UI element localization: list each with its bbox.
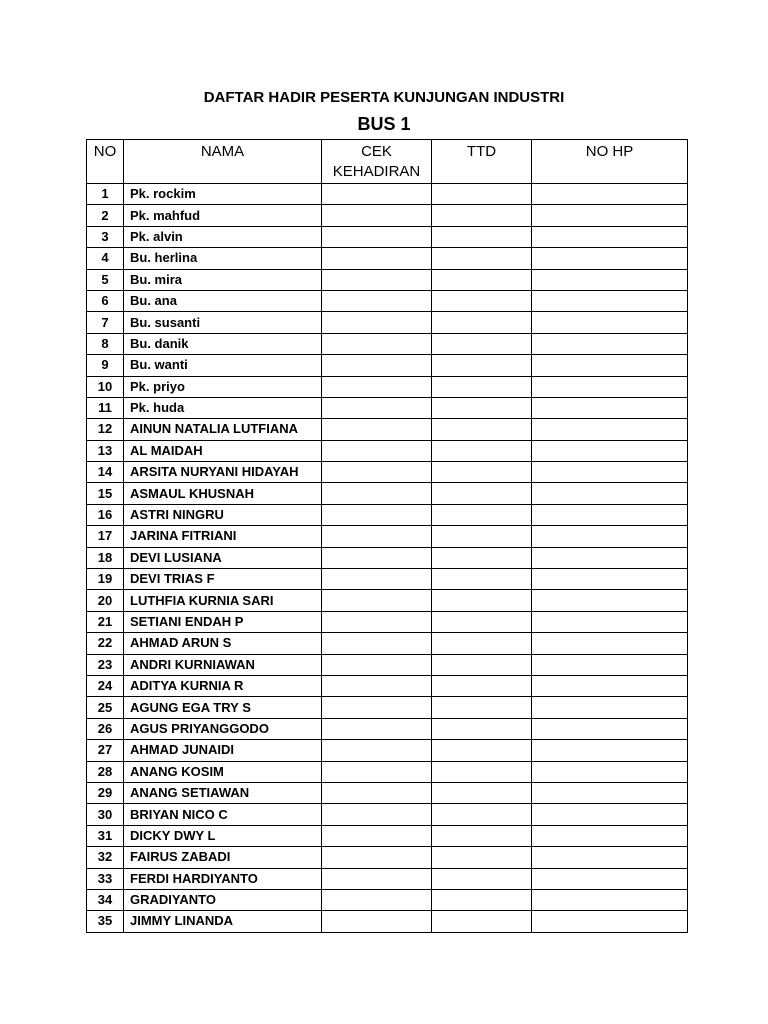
row-number: 13 <box>87 440 124 461</box>
participant-name: DEVI TRIAS F <box>124 569 322 590</box>
table-row <box>87 782 688 803</box>
header-cek-kehadiran <box>322 140 432 184</box>
table-row <box>87 889 688 910</box>
no-hp-cell <box>532 825 688 846</box>
participant-name: AGUNG EGA TRY S <box>124 697 322 718</box>
ttd-cell <box>432 697 532 718</box>
row-number: 6 <box>87 290 124 311</box>
row-number: 19 <box>87 569 124 590</box>
participant-name: Pk. huda <box>124 397 322 418</box>
header-cek-line2: KEHADIRAN <box>332 163 421 180</box>
cek-kehadiran-cell <box>322 633 432 654</box>
participant-name: AGUS PRIYANGGODO <box>124 718 322 739</box>
cek-kehadiran-cell <box>322 569 432 590</box>
cek-kehadiran-cell <box>322 868 432 889</box>
no-hp-cell <box>532 761 688 782</box>
table-row <box>87 761 688 782</box>
ttd-cell <box>432 782 532 803</box>
table-row <box>87 718 688 739</box>
cek-kehadiran-cell <box>322 804 432 825</box>
header-no-hp: NO HP <box>532 140 688 184</box>
ttd-cell <box>432 440 532 461</box>
ttd-cell <box>432 355 532 376</box>
no-hp-cell <box>532 569 688 590</box>
ttd-cell <box>432 761 532 782</box>
table-row <box>87 419 688 440</box>
no-hp-cell <box>532 184 688 205</box>
table-row <box>87 397 688 418</box>
no-hp-cell <box>532 718 688 739</box>
table-row <box>87 633 688 654</box>
ttd-cell <box>432 911 532 932</box>
cek-kehadiran-cell <box>322 205 432 226</box>
no-hp-cell <box>532 440 688 461</box>
cek-kehadiran-cell <box>322 184 432 205</box>
ttd-cell <box>432 611 532 632</box>
participant-name: ARSITA NURYANI HIDAYAH <box>124 462 322 483</box>
row-number: 9 <box>87 355 124 376</box>
row-number: 26 <box>87 718 124 739</box>
table-row <box>87 697 688 718</box>
cek-kehadiran-cell <box>322 419 432 440</box>
no-hp-cell <box>532 397 688 418</box>
header-nama: NAMA <box>124 140 322 184</box>
row-number: 20 <box>87 590 124 611</box>
table-row <box>87 590 688 611</box>
no-hp-cell <box>532 697 688 718</box>
table-row <box>87 911 688 932</box>
no-hp-cell <box>532 611 688 632</box>
table-row <box>87 462 688 483</box>
cek-kehadiran-cell <box>322 290 432 311</box>
participant-name: DEVI LUSIANA <box>124 547 322 568</box>
no-hp-cell <box>532 290 688 311</box>
cek-kehadiran-cell <box>322 761 432 782</box>
cek-kehadiran-cell <box>322 312 432 333</box>
no-hp-cell <box>532 419 688 440</box>
cek-kehadiran-cell <box>322 547 432 568</box>
table-row <box>87 226 688 247</box>
table-row <box>87 547 688 568</box>
table-row <box>87 440 688 461</box>
row-number: 32 <box>87 847 124 868</box>
row-number: 30 <box>87 804 124 825</box>
no-hp-cell <box>532 462 688 483</box>
no-hp-cell <box>532 269 688 290</box>
ttd-cell <box>432 397 532 418</box>
participant-name: FERDI HARDIYANTO <box>124 868 322 889</box>
ttd-cell <box>432 633 532 654</box>
participant-name: Bu. herlina <box>124 248 322 269</box>
cek-kehadiran-cell <box>322 889 432 910</box>
table-header-row <box>87 140 688 184</box>
header-cek-line1: CEK <box>361 143 392 160</box>
ttd-cell <box>432 825 532 846</box>
participant-name: Bu. ana <box>124 290 322 311</box>
participant-name: Pk. alvin <box>124 226 322 247</box>
cek-kehadiran-cell <box>322 611 432 632</box>
table-body <box>87 184 688 933</box>
table-row <box>87 333 688 354</box>
ttd-cell <box>432 675 532 696</box>
table-row <box>87 526 688 547</box>
cek-kehadiran-cell <box>322 355 432 376</box>
document-title: DAFTAR HADIR PESERTA KUNJUNGAN INDUSTRI <box>203 89 565 106</box>
no-hp-cell <box>532 547 688 568</box>
row-number: 14 <box>87 462 124 483</box>
participant-name: GRADIYANTO <box>124 889 322 910</box>
ttd-cell <box>432 462 532 483</box>
participant-name: Pk. mahfud <box>124 205 322 226</box>
row-number: 33 <box>87 868 124 889</box>
participant-name: ANANG SETIAWAN <box>124 782 322 803</box>
ttd-cell <box>432 868 532 889</box>
row-number: 25 <box>87 697 124 718</box>
document-subtitle: BUS 1 <box>357 114 411 134</box>
ttd-cell <box>432 804 532 825</box>
row-number: 5 <box>87 269 124 290</box>
row-number: 1 <box>87 184 124 205</box>
cek-kehadiran-cell <box>322 483 432 504</box>
no-hp-cell <box>532 248 688 269</box>
ttd-cell <box>432 654 532 675</box>
table-row <box>87 611 688 632</box>
row-number: 27 <box>87 740 124 761</box>
row-number: 28 <box>87 761 124 782</box>
ttd-cell <box>432 718 532 739</box>
no-hp-cell <box>532 312 688 333</box>
no-hp-cell <box>532 590 688 611</box>
no-hp-cell <box>532 633 688 654</box>
cek-kehadiran-cell <box>322 782 432 803</box>
table-row <box>87 184 688 205</box>
row-number: 23 <box>87 654 124 675</box>
row-number: 3 <box>87 226 124 247</box>
participant-name: Bu. danik <box>124 333 322 354</box>
row-number: 31 <box>87 825 124 846</box>
row-number: 4 <box>87 248 124 269</box>
cek-kehadiran-cell <box>322 590 432 611</box>
ttd-cell <box>432 269 532 290</box>
table-row <box>87 504 688 525</box>
participant-name: Bu. wanti <box>124 355 322 376</box>
no-hp-cell <box>532 526 688 547</box>
table-row <box>87 804 688 825</box>
participant-name: BRIYAN NICO C <box>124 804 322 825</box>
ttd-cell <box>432 590 532 611</box>
ttd-cell <box>432 205 532 226</box>
participant-name: DICKY DWY L <box>124 825 322 846</box>
table-row <box>87 569 688 590</box>
row-number: 16 <box>87 504 124 525</box>
row-number: 22 <box>87 633 124 654</box>
ttd-cell <box>432 312 532 333</box>
cek-kehadiran-cell <box>322 226 432 247</box>
cek-kehadiran-cell <box>322 718 432 739</box>
cek-kehadiran-cell <box>322 333 432 354</box>
no-hp-cell <box>532 911 688 932</box>
participant-name: ASTRI NINGRU <box>124 504 322 525</box>
table-row <box>87 248 688 269</box>
table-row <box>87 654 688 675</box>
no-hp-cell <box>532 333 688 354</box>
participant-name: JARINA FITRIANI <box>124 526 322 547</box>
cek-kehadiran-cell <box>322 504 432 525</box>
cek-kehadiran-cell <box>322 462 432 483</box>
no-hp-cell <box>532 675 688 696</box>
ttd-cell <box>432 376 532 397</box>
participant-name: Pk. priyo <box>124 376 322 397</box>
no-hp-cell <box>532 847 688 868</box>
no-hp-cell <box>532 804 688 825</box>
ttd-cell <box>432 889 532 910</box>
row-number: 11 <box>87 397 124 418</box>
row-number: 17 <box>87 526 124 547</box>
header-ttd: TTD <box>432 140 532 184</box>
no-hp-cell <box>532 376 688 397</box>
participant-name: Pk. rockim <box>124 184 322 205</box>
participant-name: JIMMY LINANDA <box>124 911 322 932</box>
header-no: NO <box>87 140 124 184</box>
cek-kehadiran-cell <box>322 397 432 418</box>
cek-kehadiran-cell <box>322 248 432 269</box>
row-number: 10 <box>87 376 124 397</box>
no-hp-cell <box>532 740 688 761</box>
table-row <box>87 312 688 333</box>
table-row <box>87 205 688 226</box>
participant-name: LUTHFIA KURNIA SARI <box>124 590 322 611</box>
table-row <box>87 376 688 397</box>
cek-kehadiran-cell <box>322 697 432 718</box>
table-row <box>87 290 688 311</box>
row-number: 35 <box>87 911 124 932</box>
ttd-cell <box>432 419 532 440</box>
no-hp-cell <box>532 654 688 675</box>
ttd-cell <box>432 333 532 354</box>
cek-kehadiran-cell <box>322 376 432 397</box>
no-hp-cell <box>532 868 688 889</box>
no-hp-cell <box>532 483 688 504</box>
ttd-cell <box>432 248 532 269</box>
table-row <box>87 740 688 761</box>
participant-name: SETIANI ENDAH P <box>124 611 322 632</box>
row-number: 21 <box>87 611 124 632</box>
row-number: 12 <box>87 419 124 440</box>
table-row <box>87 675 688 696</box>
cek-kehadiran-cell <box>322 675 432 696</box>
cek-kehadiran-cell <box>322 440 432 461</box>
ttd-cell <box>432 547 532 568</box>
cek-kehadiran-cell <box>322 825 432 846</box>
ttd-cell <box>432 740 532 761</box>
cek-kehadiran-cell <box>322 269 432 290</box>
cek-kehadiran-cell <box>322 654 432 675</box>
participant-name: ANANG KOSIM <box>124 761 322 782</box>
participant-name: FAIRUS ZABADI <box>124 847 322 868</box>
ttd-cell <box>432 483 532 504</box>
participant-name: Bu. mira <box>124 269 322 290</box>
attendance-table <box>86 139 688 933</box>
ttd-cell <box>432 184 532 205</box>
row-number: 34 <box>87 889 124 910</box>
table-row <box>87 269 688 290</box>
row-number: 29 <box>87 782 124 803</box>
participant-name: AHMAD JUNAIDI <box>124 740 322 761</box>
table-row <box>87 825 688 846</box>
table-row <box>87 847 688 868</box>
table-row <box>87 483 688 504</box>
no-hp-cell <box>532 889 688 910</box>
cek-kehadiran-cell <box>322 911 432 932</box>
participant-name: AINUN NATALIA LUTFIANA <box>124 419 322 440</box>
cek-kehadiran-cell <box>322 847 432 868</box>
participant-name: ANDRI KURNIAWAN <box>124 654 322 675</box>
row-number: 7 <box>87 312 124 333</box>
cek-kehadiran-cell <box>322 526 432 547</box>
row-number: 8 <box>87 333 124 354</box>
ttd-cell <box>432 526 532 547</box>
cek-kehadiran-cell <box>322 740 432 761</box>
no-hp-cell <box>532 226 688 247</box>
participant-name: ADITYA KURNIA R <box>124 675 322 696</box>
ttd-cell <box>432 226 532 247</box>
row-number: 15 <box>87 483 124 504</box>
no-hp-cell <box>532 355 688 376</box>
participant-name: ASMAUL KHUSNAH <box>124 483 322 504</box>
ttd-cell <box>432 290 532 311</box>
participant-name: Bu. susanti <box>124 312 322 333</box>
ttd-cell <box>432 569 532 590</box>
participant-name: AL MAIDAH <box>124 440 322 461</box>
row-number: 2 <box>87 205 124 226</box>
table-row <box>87 868 688 889</box>
ttd-cell <box>432 847 532 868</box>
table-row <box>87 355 688 376</box>
ttd-cell <box>432 504 532 525</box>
participant-name: AHMAD ARUN S <box>124 633 322 654</box>
no-hp-cell <box>532 504 688 525</box>
row-number: 18 <box>87 547 124 568</box>
no-hp-cell <box>532 205 688 226</box>
row-number: 24 <box>87 675 124 696</box>
no-hp-cell <box>532 782 688 803</box>
